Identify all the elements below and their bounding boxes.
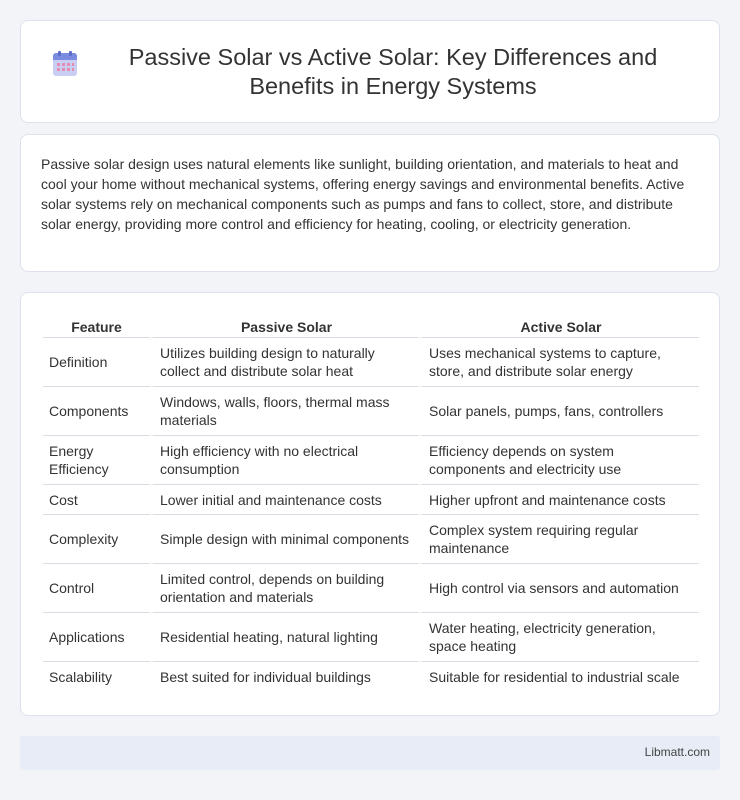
table-row: [43, 564, 699, 613]
footer-site-link[interactable]: Libmatt.com: [644, 745, 710, 759]
table-row: [43, 485, 699, 515]
feature-cell: Scalability: [49, 669, 113, 685]
active-cell: High control via sensors and automation: [419, 564, 699, 613]
table-card: [20, 292, 720, 716]
passive-cell: Utilizes building design to naturally collect and distribute solar heat: [150, 338, 419, 387]
table-row: [43, 515, 699, 564]
feature-cell: Cost: [43, 485, 150, 515]
active-cell: Water heating, electricity generation, space heating: [419, 613, 699, 662]
table-row: [43, 662, 699, 692]
table-row: [43, 338, 699, 387]
active-cell: Complex system requiring regular maintenance: [419, 515, 699, 564]
feature-cell: Components: [43, 387, 150, 436]
active-cell: Higher upfront and maintenance costs: [419, 485, 699, 515]
intro-text: Passive solar design uses natural elements like sunlight, building orientation, and materials to heat and cool your home without mechanical systems, offering energy savings and environmental benefits. Active solar systems rely on mechanical components such as pumps and fans to collect, store, and distribute solar energy, providing more control and efficiency for heating, cooling, or electricity generation.: [41, 156, 685, 232]
header-feature: Feature: [43, 313, 150, 338]
passive-cell: High efficiency with no electrical consumption: [150, 436, 419, 485]
feature-cell: Applications: [43, 613, 150, 662]
table-header-row: [43, 313, 699, 338]
header-passive-solar: Passive Solar: [150, 313, 419, 338]
feature-cell: Control: [43, 564, 150, 613]
table-row: [43, 436, 699, 485]
calendar-icon: [50, 49, 80, 79]
page-title: Passive Solar vs Active Solar: Key Differences and Benefits in Energy Systems: [128, 43, 658, 99]
feature-cell: Definition: [43, 338, 150, 387]
intro-card: [20, 134, 720, 272]
passive-cell: Lower initial and maintenance costs: [150, 485, 419, 515]
active-cell: Uses mechanical systems to capture, store, and distribute solar energy: [419, 338, 699, 387]
passive-cell: Best suited for individual buildings: [150, 662, 419, 692]
feature-cell: Complexity: [43, 515, 150, 564]
active-cell: Suitable for residential to industrial scale: [419, 662, 699, 692]
table-row: [43, 613, 699, 662]
passive-cell: Limited control, depends on building orientation and materials: [150, 564, 419, 613]
passive-cell: Windows, walls, floors, thermal mass materials: [150, 387, 419, 436]
title-wrap: [50, 43, 690, 101]
title-card: [20, 20, 720, 123]
comparison-table: [43, 313, 699, 692]
active-cell: Solar panels, pumps, fans, controllers: [419, 387, 699, 436]
header-active-solar: Active Solar: [419, 313, 699, 338]
passive-cell: Residential heating, natural lighting: [150, 613, 419, 662]
footer: [20, 736, 720, 770]
active-cell: Efficiency depends on system components and electricity use: [419, 436, 699, 485]
table-row: [43, 387, 699, 436]
feature-cell: Energy Efficiency: [43, 436, 150, 485]
passive-cell: Simple design with minimal components: [150, 515, 419, 564]
